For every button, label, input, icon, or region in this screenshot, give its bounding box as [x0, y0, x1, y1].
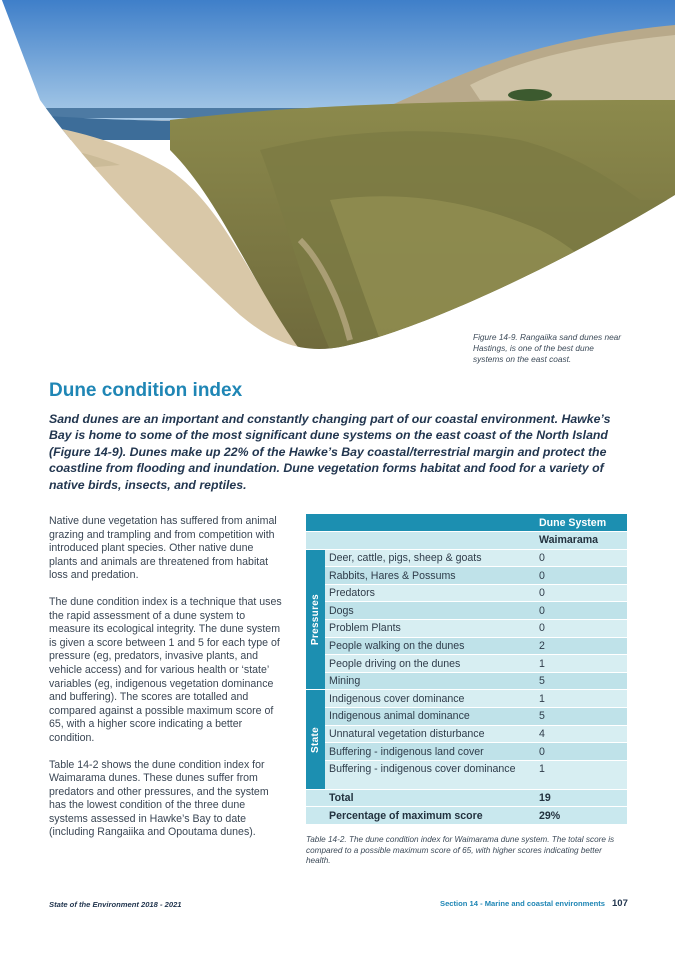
- page-number: 107: [612, 898, 628, 909]
- table-row: People driving on the dunes 1: [306, 655, 627, 673]
- dune-photo: [0, 0, 675, 350]
- footer-publication-title: State of the Environment 2018 - 2021: [49, 900, 182, 909]
- table-percentage-row: Percentage of maximum score 29%: [306, 807, 627, 825]
- table-row: Rabbits, Hares & Possums 0: [306, 567, 627, 585]
- table-header-dune-system: Dune System: [535, 514, 627, 532]
- lead-paragraph: Sand dunes are an important and constantly changing part of our coastal environment. Hawke’s Bay is home to some of the most significant dune systems on the east coast of the North Island (Figure 14-9). Dunes make up 22% of the Hawke’s Bay coastal/terrestrial margin and protect the coastline from flooding and inundation. Dune vegetation forms habitat and food for a variety of native birds, insects, and reptiles.: [49, 412, 611, 492]
- table-row: Indigenous animal dominance 5: [306, 708, 627, 726]
- table-row: Unnatural vegetation disturbance 4: [306, 725, 627, 743]
- table-header-row: [306, 514, 627, 532]
- dune-condition-table: [306, 514, 627, 825]
- table-subheader-waimarama: Waimarama: [535, 532, 627, 550]
- section-title: Dune condition index: [49, 380, 243, 401]
- table-caption: Table 14-2. The dune condition index for Waimarama dune system. The total score is compared to a possible maximum score of 65, with higher scores indicating better health.: [306, 835, 615, 866]
- pressures-group-label: Pressures: [306, 549, 325, 690]
- table-subheader-row: [306, 532, 627, 550]
- table-row: People walking on the dunes 2: [306, 637, 627, 655]
- figure-caption: Figure 14-9. Rangaiika sand dunes near Hastings, is one of the best dune systems on the east coast.: [473, 332, 622, 364]
- body-text-column: [49, 515, 284, 853]
- table-row: Problem Plants 0: [306, 620, 627, 638]
- table-row: Buffering - indigenous land cover 0: [306, 743, 627, 761]
- body-paragraph-2: The dune condition index is a technique that uses the rapid assessment of a dune system to measure its ecological integrity. The dune system is given a score between 1 and 5 for each type of pressure (eg, predators, invasive plants, and vehicle access) and for various health or ‘state’ variables (eg, indigenous vegetation dominance and buffering). The scores are totalled and compared against a possible maximum score of 65, with a higher score indicating a better condition.: [49, 595, 282, 744]
- body-paragraph-3: Table 14-2 shows the dune condition index for Waimarama dunes. These dunes suffer from predators and other pressures, and the system has the lowest condition of the three dune systems assessed in Hawke’s Bay to date (including Rangaiika and Opoutama dunes).: [49, 758, 269, 839]
- footer-section-title: Section 14 - Marine and coastal environments: [440, 899, 606, 908]
- body-paragraph-1: Native dune vegetation has suffered from animal grazing and trampling and from competition with introduced plant species. Other native dune plants and animals are threatened from habitat loss and predation.: [49, 515, 277, 582]
- table-row: State Indigenous cover dominance 1: [306, 690, 627, 708]
- table-row: Buffering - indigenous cover dominance 1: [306, 760, 627, 789]
- table-total-row: Total 19: [306, 789, 627, 807]
- table-row: Predators 0: [306, 584, 627, 602]
- dune-landscape-image: [0, 0, 675, 350]
- table-row: Mining 5: [306, 672, 627, 690]
- state-group-label: State: [306, 690, 325, 789]
- table-row: Dogs 0: [306, 602, 627, 620]
- table-row: Pressures Deer, cattle, pigs, sheep & goats 0: [306, 549, 627, 567]
